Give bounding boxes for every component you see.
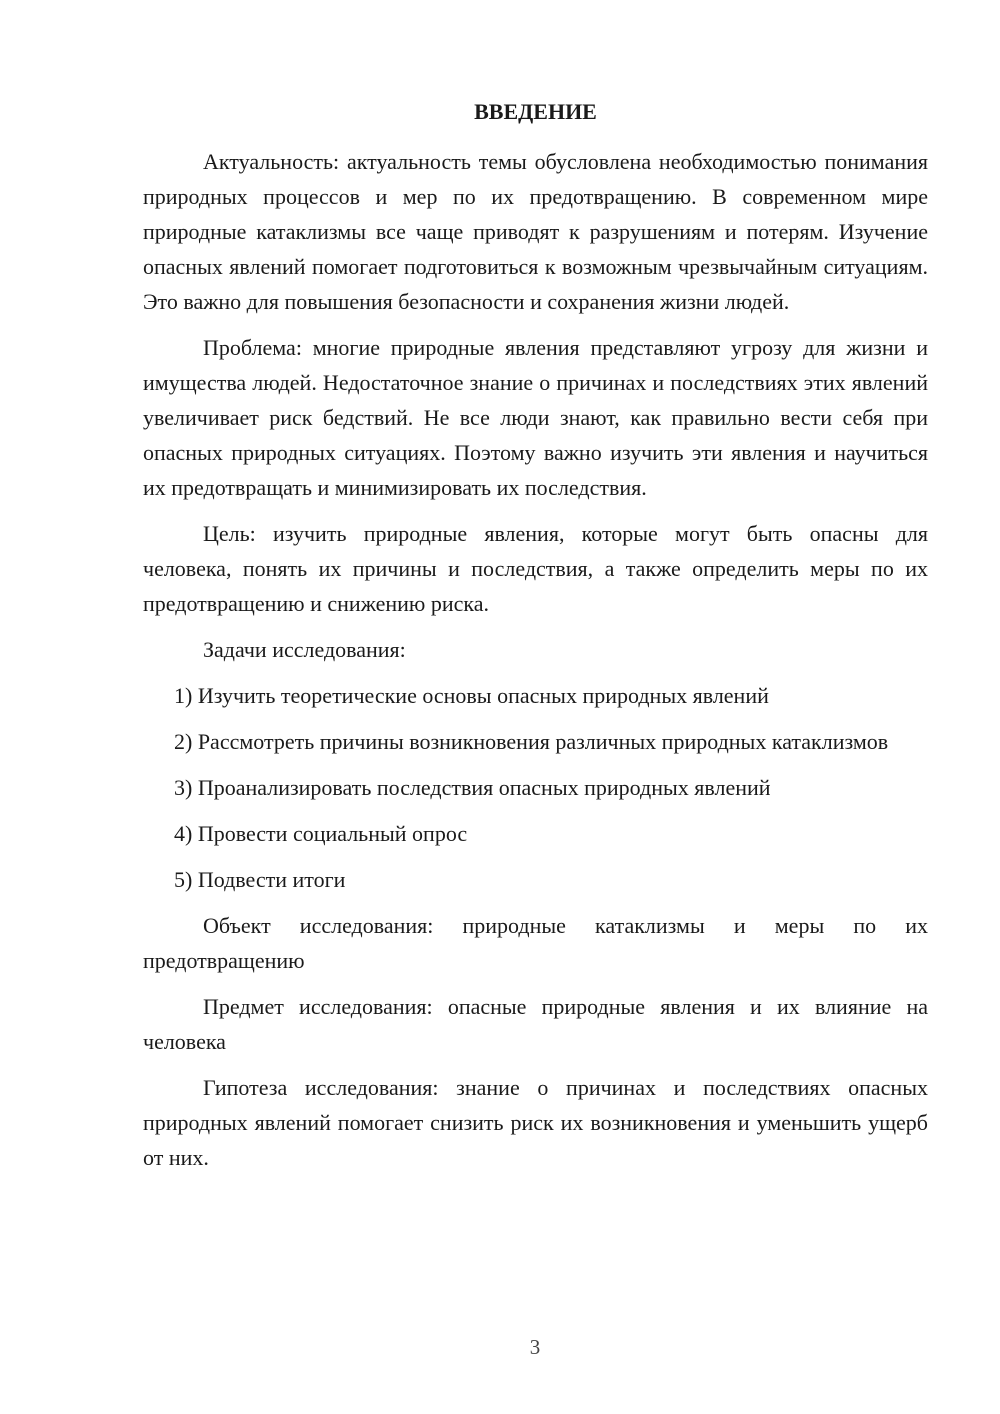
- paragraph-hypothesis: Гипотеза исследования: знание о причинах и последствиях опасных природных явлений помогает снизить риск их возникновения и уменьшить ущерб от них.: [143, 1075, 928, 1170]
- task-item-1: 1) Изучить теоретические основы опасных природных явлений: [174, 683, 769, 708]
- task-item-4: 4) Провести социальный опрос: [174, 821, 468, 846]
- document-page: [143, 94, 928, 1175]
- task-item-3: 3) Проанализировать последствия опасных природных явлений: [174, 775, 771, 800]
- paragraph-relevance: Актуальность: актуальность темы обусловлена необходимостью понимания природных процессов и мер по их предотвращению. В современном мире природные катаклизмы все чаще приводят к разрушениям и потерям. Изучение опасных явлений помогает подготовиться к возможным чрезвычайным ситуациям. Это важно для повышения безопасности и сохранения жизни людей.: [143, 149, 928, 314]
- paragraph-problem: Проблема: многие природные явления представляют угрозу для жизни и имущества людей. Недостаточное знание о причинах и последствиях этих явлений увеличивает риск бедствий. Не все люди знают, как правильно вести себя при опасных природных ситуациях. Поэтому важно изучить эти явления и научиться их предотвращать и минимизировать их последствия.: [143, 335, 928, 500]
- page-number: 3: [529, 1335, 541, 1359]
- section-title: ВВЕДЕНИЕ: [474, 99, 597, 124]
- task-item-2: 2) Рассмотреть причины возникновения различных природных катаклизмов: [174, 729, 889, 754]
- paragraph-goal: Цель: изучить природные явления, которые могут быть опасны для человека, понять их причины и последствия, а также определить меры по их предотвращению и снижению риска.: [143, 521, 928, 616]
- task-item-5: 5) Подвести итоги: [174, 867, 346, 892]
- tasks-heading: Задачи исследования:: [203, 637, 406, 662]
- paragraph-subject: Предмет исследования: опасные природные явления и их влияние на человека: [143, 994, 928, 1054]
- paragraph-object: Объект исследования: природные катаклизмы и меры по их предотвращению: [143, 913, 928, 973]
